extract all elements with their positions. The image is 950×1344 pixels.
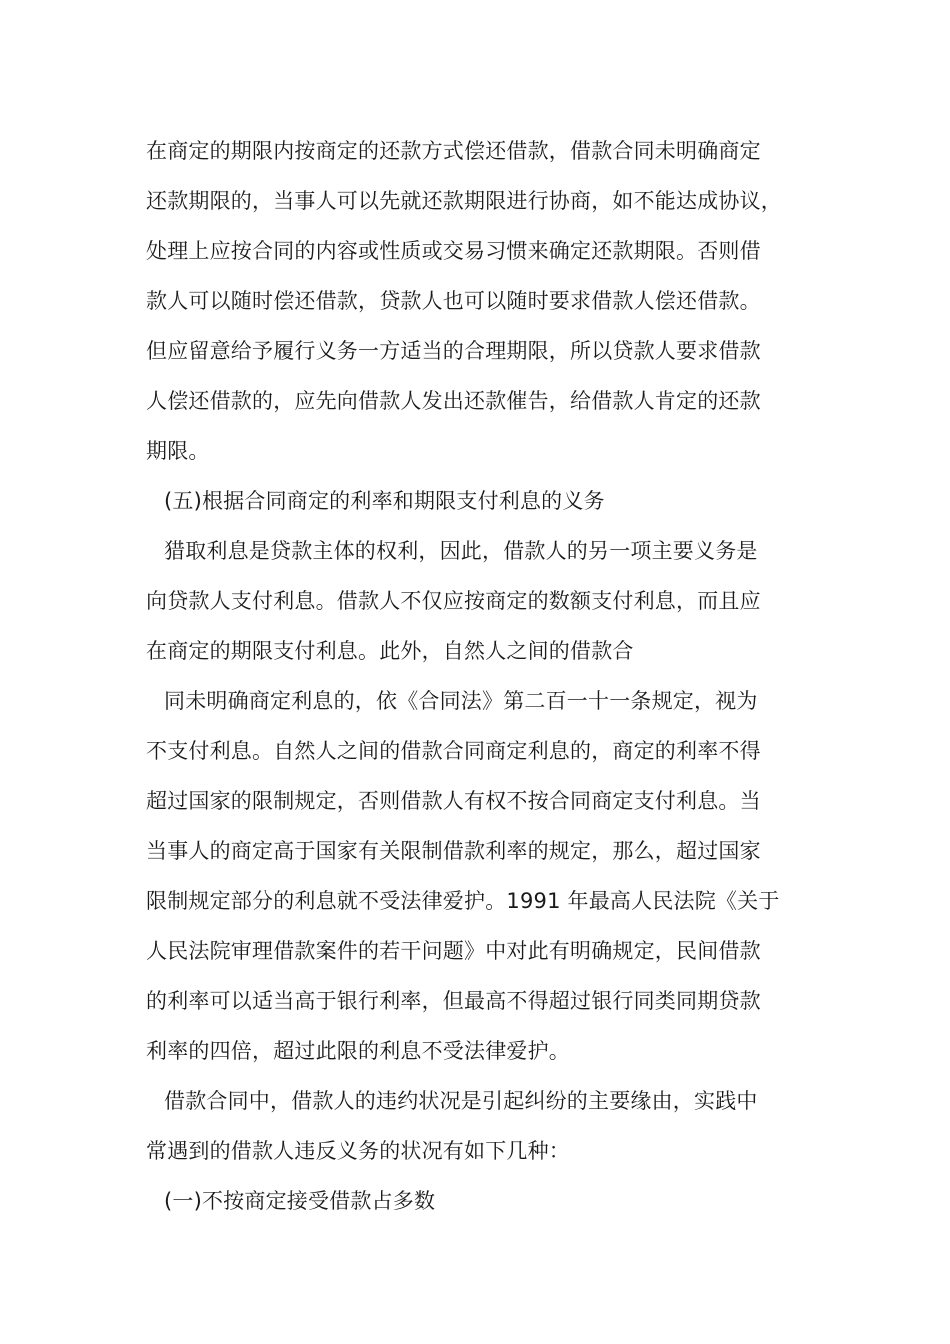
text-line-14: 超过国家的限制规定，否则借款人有权不按合同商定支付利息。当 — [146, 789, 761, 813]
text-line-5: 但应留意给予履行义务一方适当的合理期限，所以贷款人要求借款 — [146, 339, 761, 363]
text-line-4: 款人可以随时偿还借款，贷款人也可以随时要求借款人偿还借款。 — [146, 289, 761, 313]
text-line-15: 当事人的商定高于国家有关限制借款利率的规定，那么，超过国家 — [146, 839, 761, 863]
text-line-19: 利率的四倍，超过此限的利息不受法律爱护。 — [146, 1039, 570, 1063]
text-line-6: 人偿还借款的，应先向借款人发出还款催告，给借款人肯定的还款 — [146, 389, 761, 413]
text-line-3: 处理上应按合同的内容或性质或交易习惯来确定还款期限。否则借 — [146, 239, 761, 263]
text-line-13: 不支付利息。自然人之间的借款合同商定利息的，商定的利率不得 — [146, 739, 761, 763]
section-heading-1: (一)不按商定接受借款占多数 — [164, 1189, 436, 1213]
text-line-17: 人民法院审理借款案件的若干问题》中对此有明确规定，民间借款 — [146, 939, 761, 963]
text-line-9: 猎取利息是贷款主体的权利，因此，借款人的另一项主要义务是 — [164, 539, 758, 563]
text-line-16: 限制规定部分的利息就不受法律爱护。1991 年最高人民法院《关于 — [146, 889, 780, 913]
text-line-10: 向贷款人支付利息。借款人不仅应按商定的数额支付利息，而且应 — [146, 589, 761, 613]
text-line-20: 借款合同中，借款人的违约状况是引起纠纷的主要缘由，实践中 — [164, 1089, 758, 1113]
text-line-21: 常遇到的借款人违反义务的状况有如下几种： — [146, 1139, 570, 1163]
section-heading-5: (五)根据合同商定的利率和期限支付利息的义务 — [164, 489, 605, 513]
text-line-1: 在商定的期限内按商定的还款方式偿还借款，借款合同未明确商定 — [146, 139, 761, 163]
text-line-2: 还款期限的，当事人可以先就还款期限进行协商，如不能达成协议， — [146, 189, 782, 213]
text-line-11: 在商定的期限支付利息。此外，自然人之间的借款合 — [146, 639, 634, 663]
text-line-7: 期限。 — [146, 439, 210, 463]
text-line-18: 的利率可以适当高于银行利率，但最高不得超过银行同类同期贷款 — [146, 989, 761, 1013]
text-line-12: 同未明确商定利息的，依《合同法》第二百一十一条规定，视为 — [164, 689, 758, 713]
